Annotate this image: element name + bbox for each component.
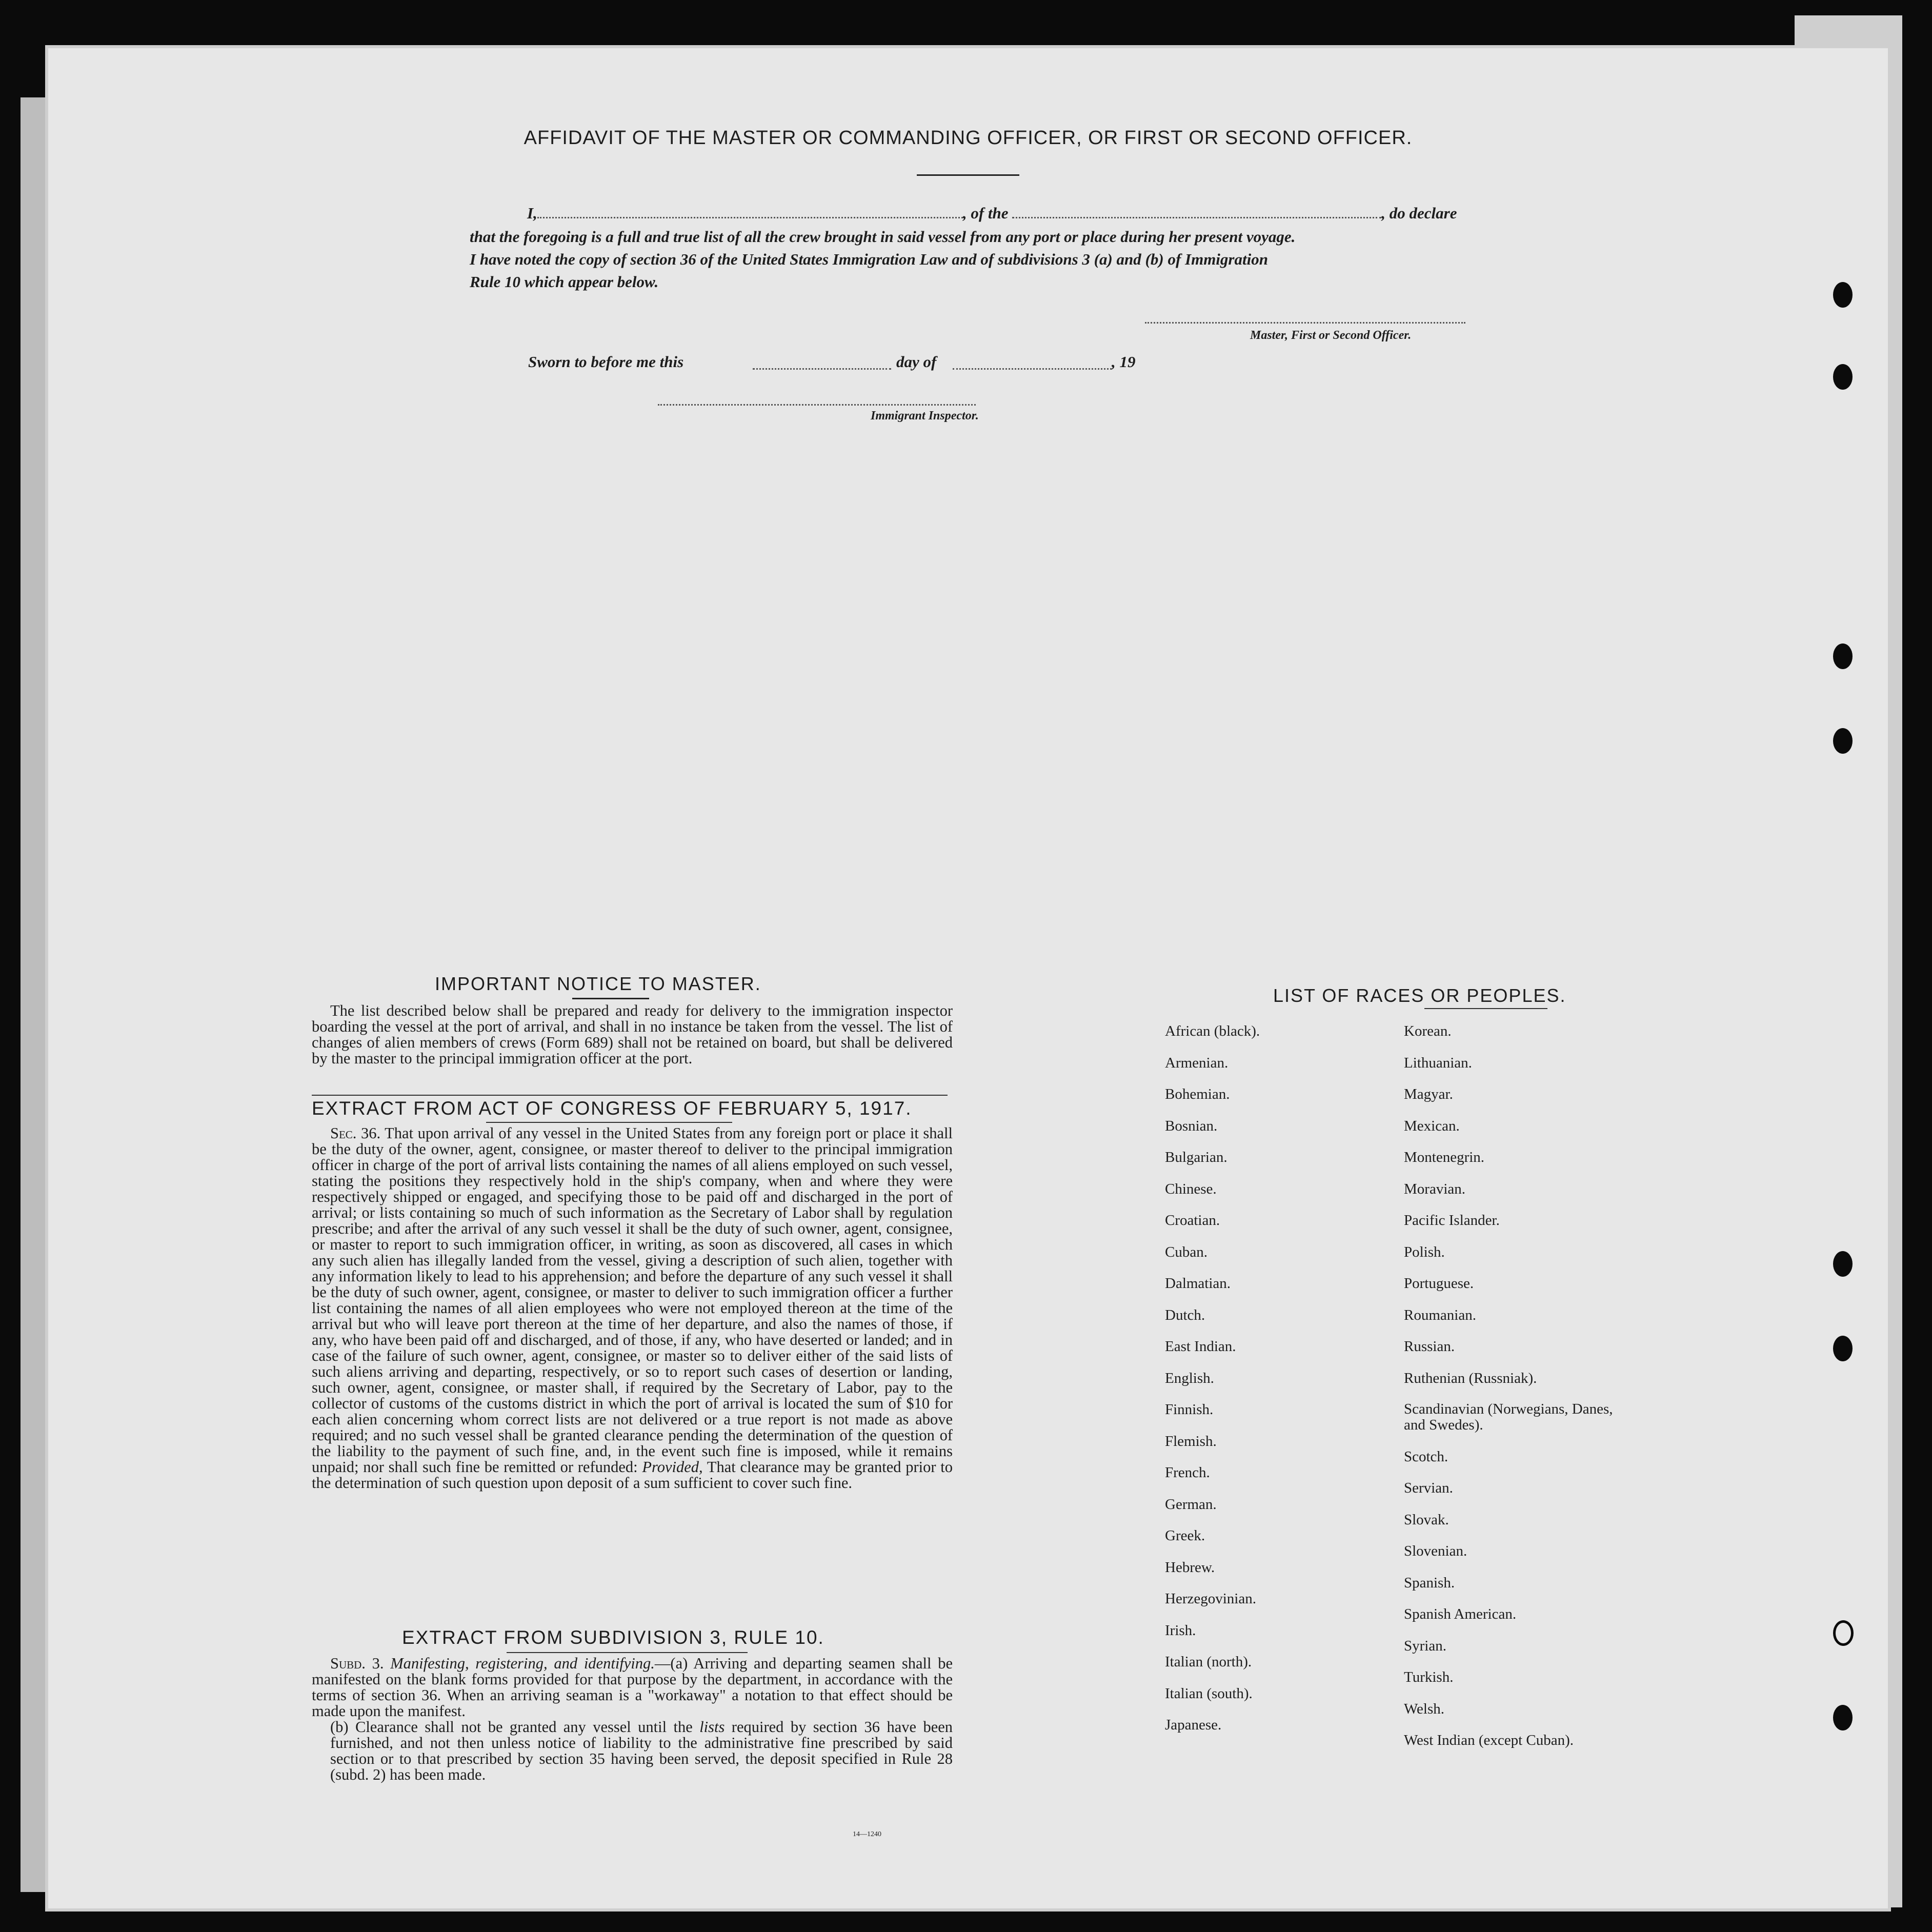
race-item: French.	[1165, 1464, 1210, 1481]
race-item: Polish.	[1404, 1243, 1445, 1260]
race-item: Spanish.	[1404, 1574, 1455, 1591]
race-item: English.	[1165, 1370, 1214, 1386]
race-item: Croatian.	[1165, 1212, 1220, 1229]
inspector-label: Immigrant Inspector.	[871, 409, 979, 422]
race-item: Magyar.	[1404, 1086, 1453, 1102]
race-item: West Indian (except Cuban).	[1404, 1732, 1574, 1748]
binder-hole	[1833, 1336, 1853, 1361]
affidavit-line-4: Rule 10 which appear below.	[470, 273, 659, 291]
binder-hole	[1833, 728, 1853, 754]
binder-hole	[1833, 1620, 1854, 1646]
year-label: , 19	[1112, 353, 1136, 371]
race-item: Bulgarian.	[1165, 1149, 1227, 1165]
notice-underline	[572, 998, 649, 999]
race-item: Moravian.	[1404, 1180, 1465, 1197]
extract-rule-text: Subd. 3. Manifesting, registering, and identifying.—(a) Arriving and departing seamen shall be manifested on the blank forms provided for that purpose by the department, in accordance with the terms of section 36. When an arriving seaman is a "workaway" a notation to that effect should be made upon the manifest. (b) Clearance shall not be granted any vessel until the lists required by section 36 have been furnished, and not then unless notice of liability to the administrative fine prescribed by said section or to that prescribed by section 35 having been served, the deposit specified in Rule 28 (subd. 2) has been made.	[312, 1655, 953, 1783]
race-item: East Indian.	[1165, 1338, 1236, 1355]
race-item: Flemish.	[1165, 1433, 1217, 1450]
master-signature-field[interactable]	[1145, 322, 1465, 324]
race-item: German.	[1165, 1496, 1217, 1513]
affidavit-line-2: that the foregoing is a full and true list of all the crew brought in said vessel from any port or place during her present voyage.	[470, 228, 1296, 246]
race-item: Mexican.	[1404, 1117, 1460, 1134]
notice-title: IMPORTANT NOTICE TO MASTER.	[435, 973, 761, 994]
affidavit-declaration-line	[527, 204, 1547, 223]
race-item: Scandinavian (Norwegians, Danes, and Swedes).	[1404, 1401, 1613, 1433]
race-item: Slovenian.	[1404, 1543, 1467, 1559]
race-item: Lithuanian.	[1404, 1054, 1472, 1071]
race-item: Turkish.	[1404, 1669, 1454, 1685]
race-item: Montenegrin.	[1404, 1149, 1485, 1165]
extract-rule-title: EXTRACT FROM SUBDIVISION 3, RULE 10.	[402, 1627, 824, 1648]
race-item: Portuguese.	[1404, 1275, 1474, 1292]
affidavit-title: AFFIDAVIT OF THE MASTER OR COMMANDING OFFICER, OR FIRST OR SECOND OFFICER.	[524, 127, 1413, 149]
manifest-page	[45, 45, 1891, 1911]
declare-label: , do declare	[1381, 204, 1457, 222]
title-underline	[917, 174, 1019, 176]
sworn-month-field[interactable]	[953, 368, 1112, 370]
extract-act-text: Sec. 36. That upon arrival of any vessel in the United States from any foreign port or place it shall be the duty of the owner, agent, consignee, or master thereof to deliver to the principal immigration officer in charge of the port of arrival lists containing the names of all aliens employed on such vessel, stating the positions they respectively hold in the ship's company, when and where they were respectively shipped or engaged, and specifying those to be paid off and discharged in the port of arrival; or lists containing so much of such information as the Secretary of Labor shall by regulation prescribe; and after the arrival of any such vessel it shall be the duty of such owner, agent, consignee, or master to report to such immigration officer, in writing, as soon as discovered, all cases in which any such alien has illegally landed from the vessel, giving a description of such alien, together with any information likely to lead to his apprehension; and before the departure of any such vessel it shall be the duty of such owner, agent, consignee, or master to deliver to such immigration officer a further list containing the names of all alien employees who were not employed thereon at the time of the arrival but who will leave port thereon at the time of her departure, and also the names of those, if any, who have been paid off and discharged, and of those, if any, who have deserted or landed; and in case of the failure of such owner, agent, consignee, or master so to deliver either of the said lists of such aliens arriving and departing, respectively, or so to report such cases of desertion or landing, such owner, agent, consignee, or master shall, if required by the Secretary of Labor, pay to the collector of customs of the customs district in which the port of arrival is located the sum of $10 for each alien concerning whom correct lists are not delivered or a true report is not made as above required; and no such vessel shall be granted clearance pending the determination of the question of the liability to the payment of such fine, and, in the event such fine is imposed, while it remains unpaid; nor shall such fine be remitted or refunded: Provided, That clearance may be granted prior to the determination of such question upon deposit of a sum sufficient to cover such fine.	[312, 1124, 953, 1492]
race-item: Slovak.	[1404, 1511, 1449, 1528]
race-item: Ruthenian (Russniak).	[1404, 1370, 1537, 1386]
form-code: 14—1240	[853, 1830, 881, 1838]
binder-hole	[1833, 1705, 1853, 1730]
race-item: Roumanian.	[1404, 1306, 1476, 1323]
race-item: Dutch.	[1165, 1306, 1205, 1323]
extract-act-title: EXTRACT FROM ACT OF CONGRESS OF FEBRUARY 5, 1917.	[312, 1098, 912, 1119]
binder-hole	[1833, 1251, 1853, 1277]
race-item: Pacific Islander.	[1404, 1212, 1500, 1229]
race-item: Syrian.	[1404, 1637, 1446, 1654]
binder-hole	[1833, 643, 1853, 669]
vessel-name-field[interactable]	[1012, 216, 1381, 218]
extract-act-underline	[486, 1122, 732, 1123]
day-of-label: day of	[896, 353, 937, 371]
race-item: Russian.	[1404, 1338, 1455, 1355]
notice-text: The list described below shall be prepared and ready for delivery to the immigration inspector boarding the vessel at the port of arrival, and shall in no instance be taken from the vessel. The list of changes of alien members of crews (Form 689) shall not be retained on board, but shall be delivered by the master to the principal immigration officer at the port.	[312, 1002, 953, 1067]
race-item: Spanish American.	[1404, 1606, 1517, 1622]
races-underline	[1424, 1008, 1547, 1009]
race-item: Bosnian.	[1165, 1117, 1218, 1134]
sworn-day-field[interactable]	[753, 368, 891, 370]
race-item: Servian.	[1404, 1480, 1453, 1496]
race-item: Hebrew.	[1165, 1559, 1215, 1576]
master-signature-label: Master, First or Second Officer.	[1250, 329, 1412, 342]
binder-hole	[1833, 364, 1853, 390]
vessel-label: , of the	[962, 204, 1009, 222]
declarant-label: I,	[527, 204, 537, 222]
inspector-signature-field[interactable]	[658, 404, 976, 406]
sworn-label: Sworn to before me this	[528, 353, 684, 371]
section-divider	[312, 1095, 948, 1096]
race-item: Korean.	[1404, 1023, 1452, 1039]
declarant-name-field[interactable]	[537, 216, 963, 218]
race-item: Chinese.	[1165, 1180, 1217, 1197]
binder-hole	[1833, 282, 1853, 308]
race-item: Herzegovinian.	[1165, 1591, 1256, 1607]
races-title: LIST OF RACES OR PEOPLES.	[1273, 985, 1566, 1006]
race-item: Japanese.	[1165, 1717, 1222, 1733]
race-item: Dalmatian.	[1165, 1275, 1231, 1292]
race-item: African (black).	[1165, 1023, 1260, 1039]
race-item: Greek.	[1165, 1527, 1205, 1544]
race-item: Finnish.	[1165, 1401, 1214, 1418]
race-item: Bohemian.	[1165, 1086, 1230, 1102]
race-item: Armenian.	[1165, 1054, 1229, 1071]
race-item: Italian (north).	[1165, 1654, 1252, 1670]
race-item: Irish.	[1165, 1622, 1196, 1639]
extract-rule-underline	[507, 1652, 748, 1653]
race-item: Scotch.	[1404, 1448, 1448, 1465]
race-item: Italian (south).	[1165, 1685, 1253, 1702]
race-item: Cuban.	[1165, 1243, 1208, 1260]
race-item: Welsh.	[1404, 1700, 1445, 1717]
affidavit-line-3: I have noted the copy of section 36 of the United States Immigration Law and of subdivisions 3 (a) and (b) of Immigration	[470, 250, 1268, 268]
